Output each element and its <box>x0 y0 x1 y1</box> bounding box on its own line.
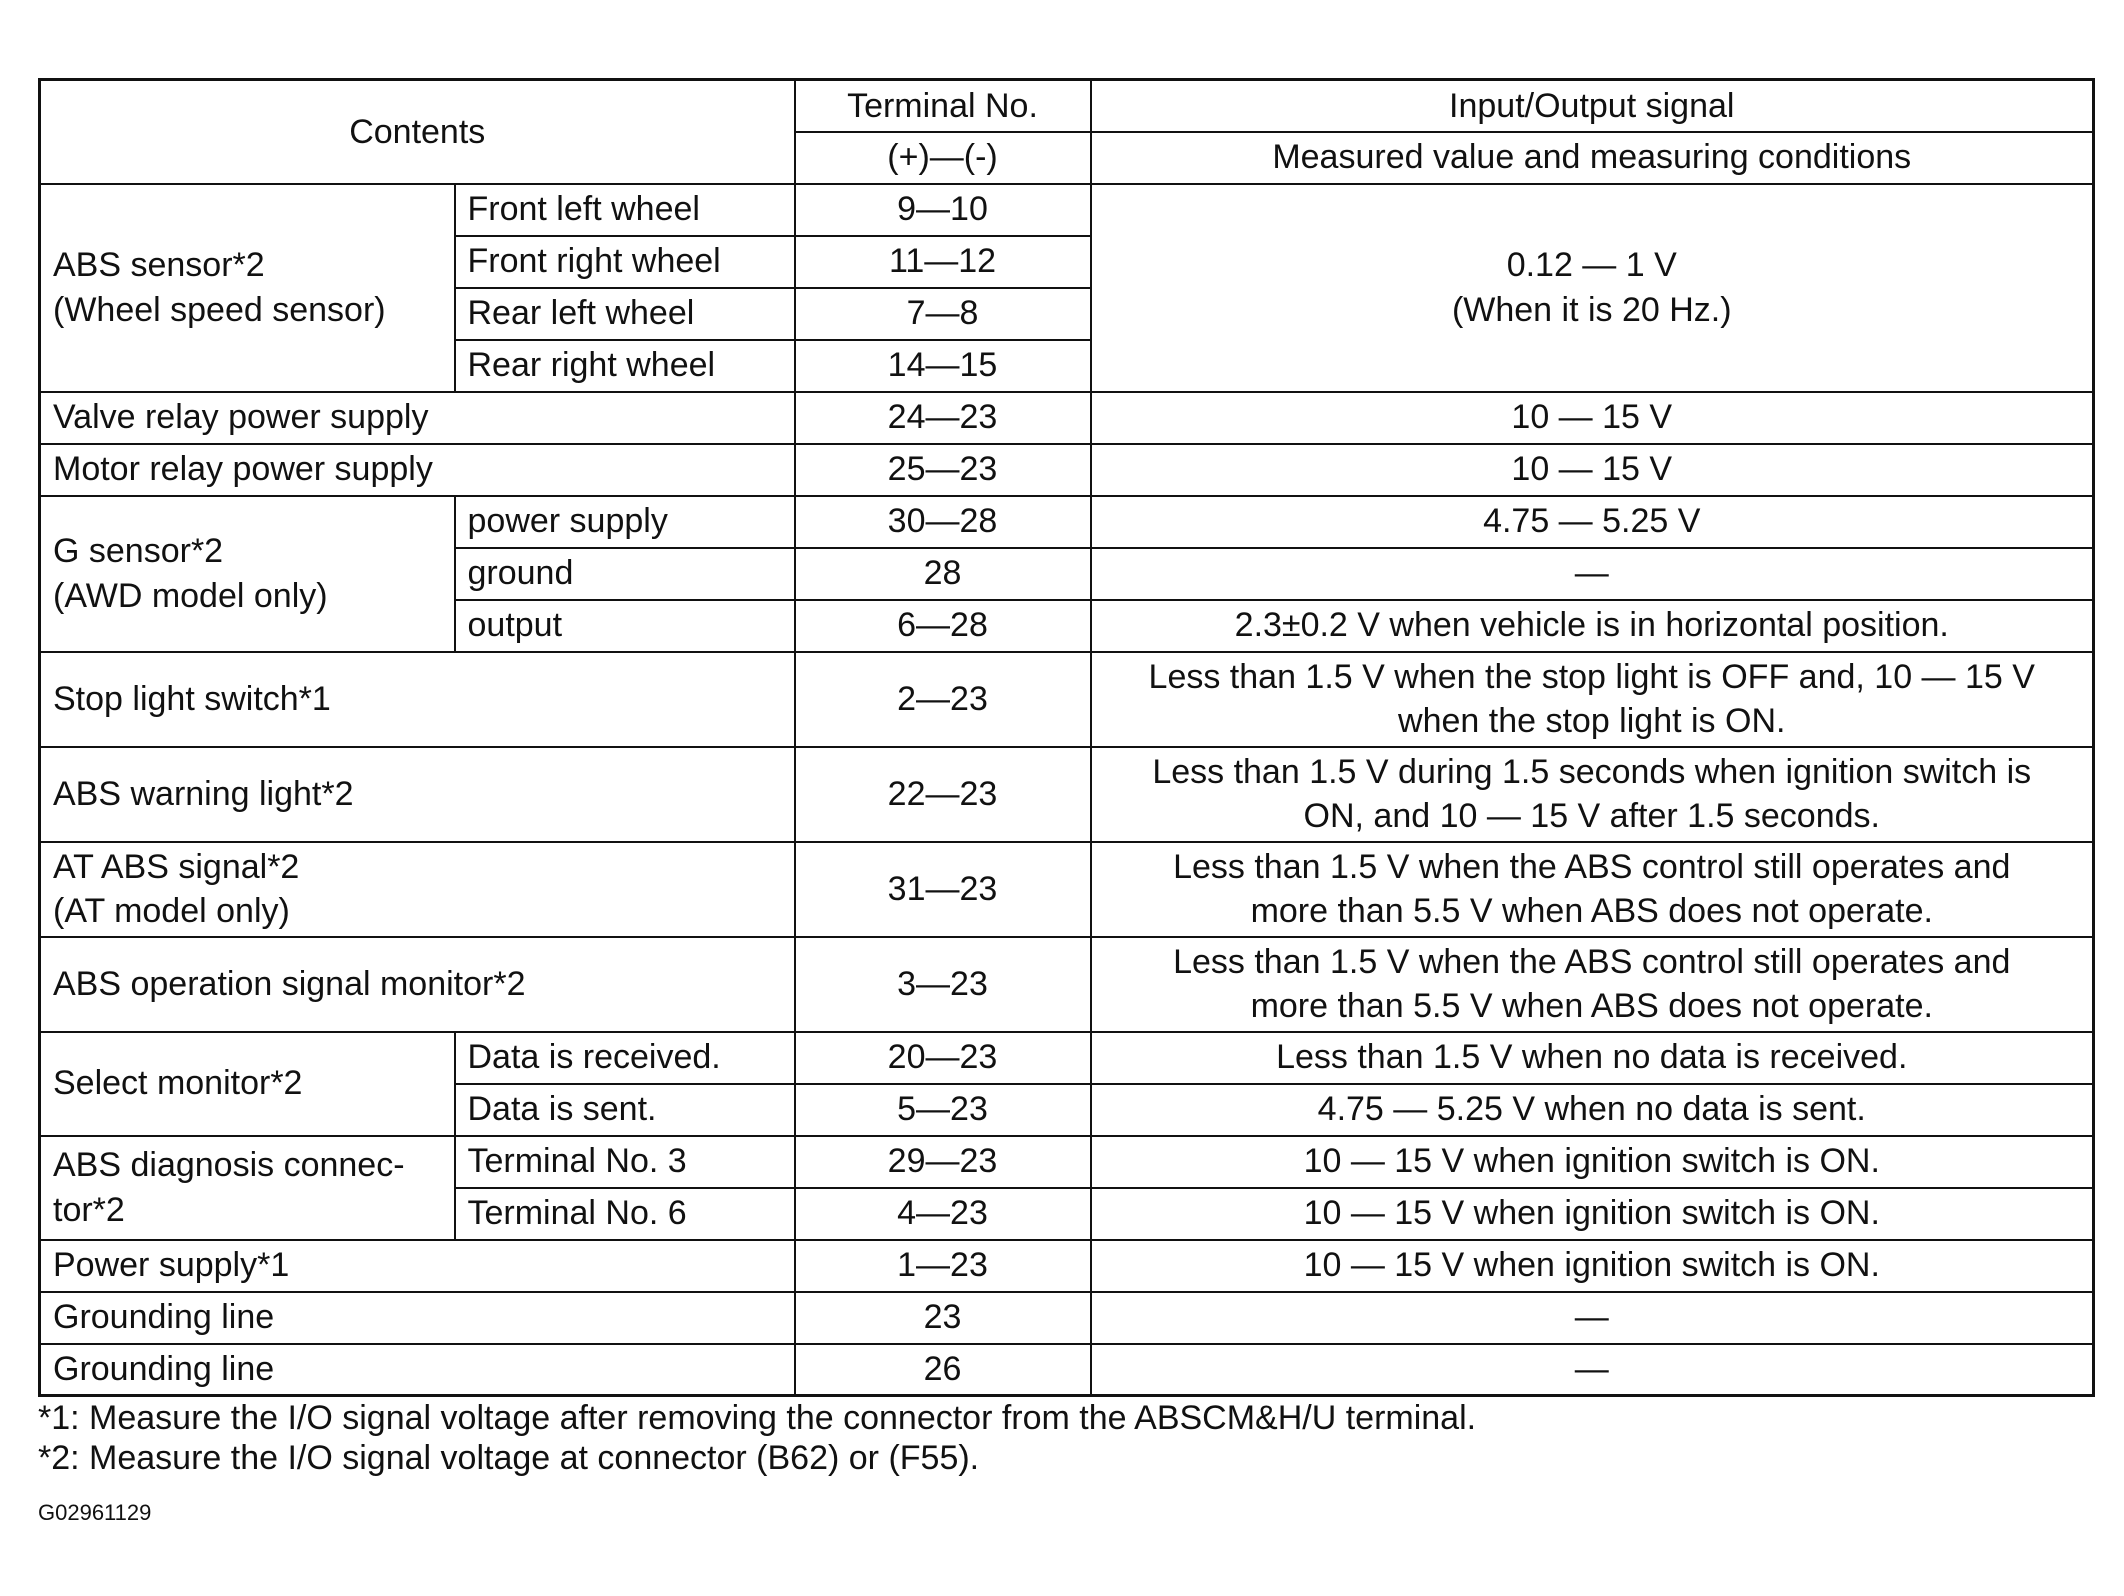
abs-diagnosis-terminal: 29—23 <box>795 1136 1091 1188</box>
abs-operation-terminal: 3—23 <box>795 937 1091 1032</box>
motor-relay-terminal: 25—23 <box>795 444 1091 496</box>
grounding-value: — <box>1091 1292 2094 1344</box>
at-abs-terminal: 31—23 <box>795 842 1091 937</box>
abs-sensor-sub: Rear left wheel <box>455 288 795 340</box>
footnote-2: *2: Measure the I/O signal voltage at connector (B62) or (F55). <box>38 1439 980 1477</box>
header-row <box>40 80 2094 132</box>
grounding-value: — <box>1091 1344 2094 1396</box>
select-monitor-label: Select monitor*2 <box>40 1032 455 1136</box>
header-io-signal: Input/Output signal <box>1091 80 2094 132</box>
valve-relay-label: Valve relay power supply <box>40 392 795 444</box>
table-row <box>40 842 2094 937</box>
g-sensor-value: — <box>1091 548 2094 600</box>
grounding-terminal: 26 <box>795 1344 1091 1396</box>
grounding-label: Grounding line <box>40 1344 795 1396</box>
g-sensor-label-line1: G sensor*2 <box>53 532 224 571</box>
select-monitor-value: Less than 1.5 V when no data is received. <box>1091 1032 2094 1084</box>
table-row <box>40 1032 2094 1084</box>
abs-sensor-terminal: 9—10 <box>795 184 1091 236</box>
header-contents: Contents <box>40 80 795 184</box>
g-sensor-terminal: 30—28 <box>795 496 1091 548</box>
g-sensor-sub: power supply <box>455 496 795 548</box>
header-measured: Measured value and measuring conditions <box>1091 132 2094 184</box>
valve-relay-value: 10 — 15 V <box>1091 392 2094 444</box>
abs-diagnosis-sub: Terminal No. 6 <box>455 1188 795 1240</box>
g-sensor-sub: output <box>455 600 795 652</box>
at-abs-value <box>1091 842 2094 937</box>
table-row <box>40 937 2094 1032</box>
abs-diagnosis-value: 10 — 15 V when ignition switch is ON. <box>1091 1136 2094 1188</box>
g-sensor-terminal: 6—28 <box>795 600 1091 652</box>
select-monitor-sub: Data is received. <box>455 1032 795 1084</box>
abs-diagnosis-terminal: 4—23 <box>795 1188 1091 1240</box>
stop-light-value-line2: when the stop light is ON. <box>1398 702 1786 740</box>
abs-sensor-sub: Front right wheel <box>455 236 795 288</box>
stop-light-value <box>1091 652 2094 747</box>
abs-sensor-label <box>40 184 455 392</box>
select-monitor-value: 4.75 — 5.25 V when no data is sent. <box>1091 1084 2094 1136</box>
table-row <box>40 444 2094 496</box>
abs-warning-value-line2: ON, and 10 — 15 V after 1.5 seconds. <box>1303 797 1880 835</box>
header-terminal-polarity: (+)—(-) <box>795 132 1091 184</box>
table-row <box>40 652 2094 747</box>
io-signal-table <box>38 78 2095 1397</box>
header-terminal: Terminal No. <box>795 80 1091 132</box>
at-abs-value-line2: more than 5.5 V when ABS does not operate. <box>1250 892 1933 930</box>
at-abs-label-line2: (AT model only) <box>53 892 290 930</box>
grounding-terminal: 23 <box>795 1292 1091 1344</box>
stop-light-label: Stop light switch*1 <box>40 652 795 747</box>
at-abs-label <box>40 842 795 937</box>
abs-warning-terminal: 22—23 <box>795 747 1091 842</box>
abs-diagnosis-value: 10 — 15 V when ignition switch is ON. <box>1091 1188 2094 1240</box>
abs-diagnosis-label-line1: ABS diagnosis connec- <box>53 1146 405 1185</box>
abs-diagnosis-sub: Terminal No. 3 <box>455 1136 795 1188</box>
abs-diagnosis-label <box>40 1136 455 1240</box>
power-supply-label: Power supply*1 <box>40 1240 795 1292</box>
figure-id: G02961129 <box>38 1500 152 1525</box>
table-row <box>40 1240 2094 1292</box>
motor-relay-label: Motor relay power supply <box>40 444 795 496</box>
stop-light-terminal: 2—23 <box>795 652 1091 747</box>
table-row <box>40 496 2094 548</box>
stop-light-value-line1: Less than 1.5 V when the stop light is OFF and, 10 — 15 V <box>1148 657 2035 696</box>
table-row <box>40 747 2094 842</box>
abs-sensor-value <box>1091 184 2094 392</box>
abs-sensor-sub: Front left wheel <box>455 184 795 236</box>
g-sensor-label <box>40 496 455 652</box>
abs-sensor-terminal: 7—8 <box>795 288 1091 340</box>
abs-sensor-label-line2: (Wheel speed sensor) <box>53 290 386 329</box>
table-row <box>40 392 2094 444</box>
at-abs-label-line1: AT ABS signal*2 <box>53 847 300 886</box>
abs-warning-value <box>1091 747 2094 842</box>
motor-relay-value: 10 — 15 V <box>1091 444 2094 496</box>
g-sensor-sub: ground <box>455 548 795 600</box>
table-row <box>40 1344 2094 1396</box>
table-row <box>40 184 2094 236</box>
abs-operation-label: ABS operation signal monitor*2 <box>40 937 795 1032</box>
footnote-1: *1: Measure the I/O signal voltage after removing the connector from the ABSCM&H/U terminal. <box>38 1399 1477 1437</box>
abs-sensor-terminal: 14—15 <box>795 340 1091 392</box>
grounding-label: Grounding line <box>40 1292 795 1344</box>
power-supply-value: 10 — 15 V when ignition switch is ON. <box>1091 1240 2094 1292</box>
footnotes <box>38 1398 1476 1478</box>
abs-sensor-value-line2: (When it is 20 Hz.) <box>1451 290 1732 329</box>
valve-relay-terminal: 24—23 <box>795 392 1091 444</box>
table-row <box>40 1292 2094 1344</box>
power-supply-terminal: 1—23 <box>795 1240 1091 1292</box>
at-abs-value-line1: Less than 1.5 V when the ABS control still operates and <box>1173 847 2011 886</box>
abs-diagnosis-label-line2: tor*2 <box>53 1190 125 1229</box>
g-sensor-value: 4.75 — 5.25 V <box>1091 496 2094 548</box>
select-monitor-sub: Data is sent. <box>455 1084 795 1136</box>
select-monitor-terminal: 20—23 <box>795 1032 1091 1084</box>
abs-sensor-terminal: 11—12 <box>795 236 1091 288</box>
abs-warning-value-line1: Less than 1.5 V during 1.5 seconds when ignition switch is <box>1152 752 2032 791</box>
abs-operation-value-line2: more than 5.5 V when ABS does not operate. <box>1250 987 1933 1025</box>
abs-warning-label: ABS warning light*2 <box>40 747 795 842</box>
select-monitor-terminal: 5—23 <box>795 1084 1091 1136</box>
abs-operation-value-line1: Less than 1.5 V when the ABS control still operates and <box>1173 942 2011 981</box>
g-sensor-terminal: 28 <box>795 548 1091 600</box>
g-sensor-label-line2: (AWD model only) <box>53 576 328 615</box>
g-sensor-value: 2.3±0.2 V when vehicle is in horizontal position. <box>1091 600 2094 652</box>
abs-operation-value <box>1091 937 2094 1032</box>
abs-sensor-sub: Rear right wheel <box>455 340 795 392</box>
abs-sensor-label-line1: ABS sensor*2 <box>53 246 265 285</box>
table-row <box>40 1136 2094 1188</box>
abs-sensor-value-line1: 0.12 — 1 V <box>1506 246 1677 285</box>
